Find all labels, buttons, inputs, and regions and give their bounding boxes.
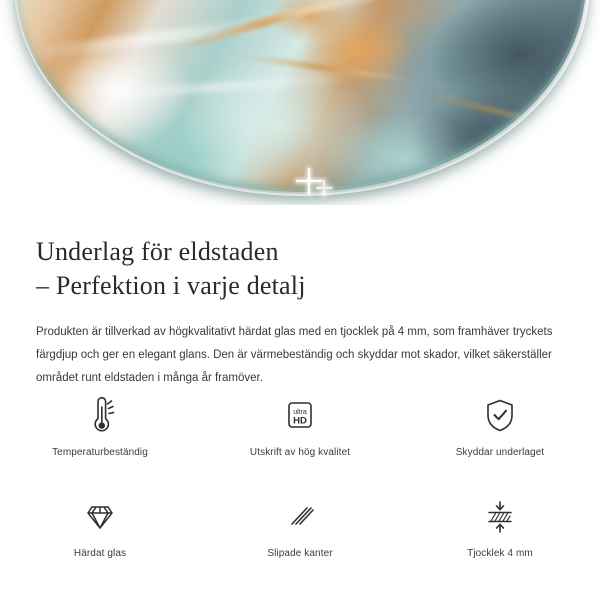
ultra-hd-icon: [280, 393, 320, 439]
feature-label: Härdat glas: [73, 548, 127, 559]
feature-item-tempered-glass: [0, 494, 200, 579]
hero-image: [0, 0, 600, 205]
thermometer-icon: [80, 393, 120, 439]
marble-pattern: [14, 0, 586, 192]
svg-text:ultra: ultra: [293, 409, 307, 416]
shield-check-icon: [480, 393, 520, 439]
svg-text:HD: HD: [293, 415, 307, 427]
feature-label: Tjocklek 4 mm: [467, 548, 533, 559]
feature-grid: [0, 393, 600, 579]
page-title: [0, 205, 600, 303]
body-paragraph: Produkten är tillverkad av högkvalitativt härdat glas med en tjocklek på 4 mm, som framhäver tryckets färgdjup och ger en elegant glans. Den är värmebeständig och skyddar mot skador, vilket säkerställer området runt eldstaden i många år framöver.: [36, 326, 553, 384]
feature-label: Skyddar underlaget: [455, 447, 545, 458]
feature-item-protects-surface: [400, 393, 600, 478]
feature-item-print-quality: [200, 393, 400, 478]
diamond-icon: [80, 494, 120, 540]
headline-line-1: Underlag för eldstaden: [36, 237, 279, 266]
pattern-white-streak: [71, 73, 357, 102]
feature-item-temperature-resistant: [0, 393, 200, 478]
feature-label: Temperaturbeständig: [52, 447, 148, 458]
round-glass-panel: [14, 0, 586, 192]
thickness-4mm-icon: [480, 494, 520, 540]
polished-edges-icon: [280, 494, 320, 540]
feature-label: Utskrift av hög kvalitet: [249, 447, 351, 458]
feature-label: Slipade kanter: [267, 548, 333, 559]
content-block: [0, 205, 600, 390]
feature-item-polished-edges: [200, 494, 400, 579]
feature-item-thickness: [400, 494, 600, 579]
headline-line-2: – Perfektion i varje detalj: [36, 271, 306, 300]
